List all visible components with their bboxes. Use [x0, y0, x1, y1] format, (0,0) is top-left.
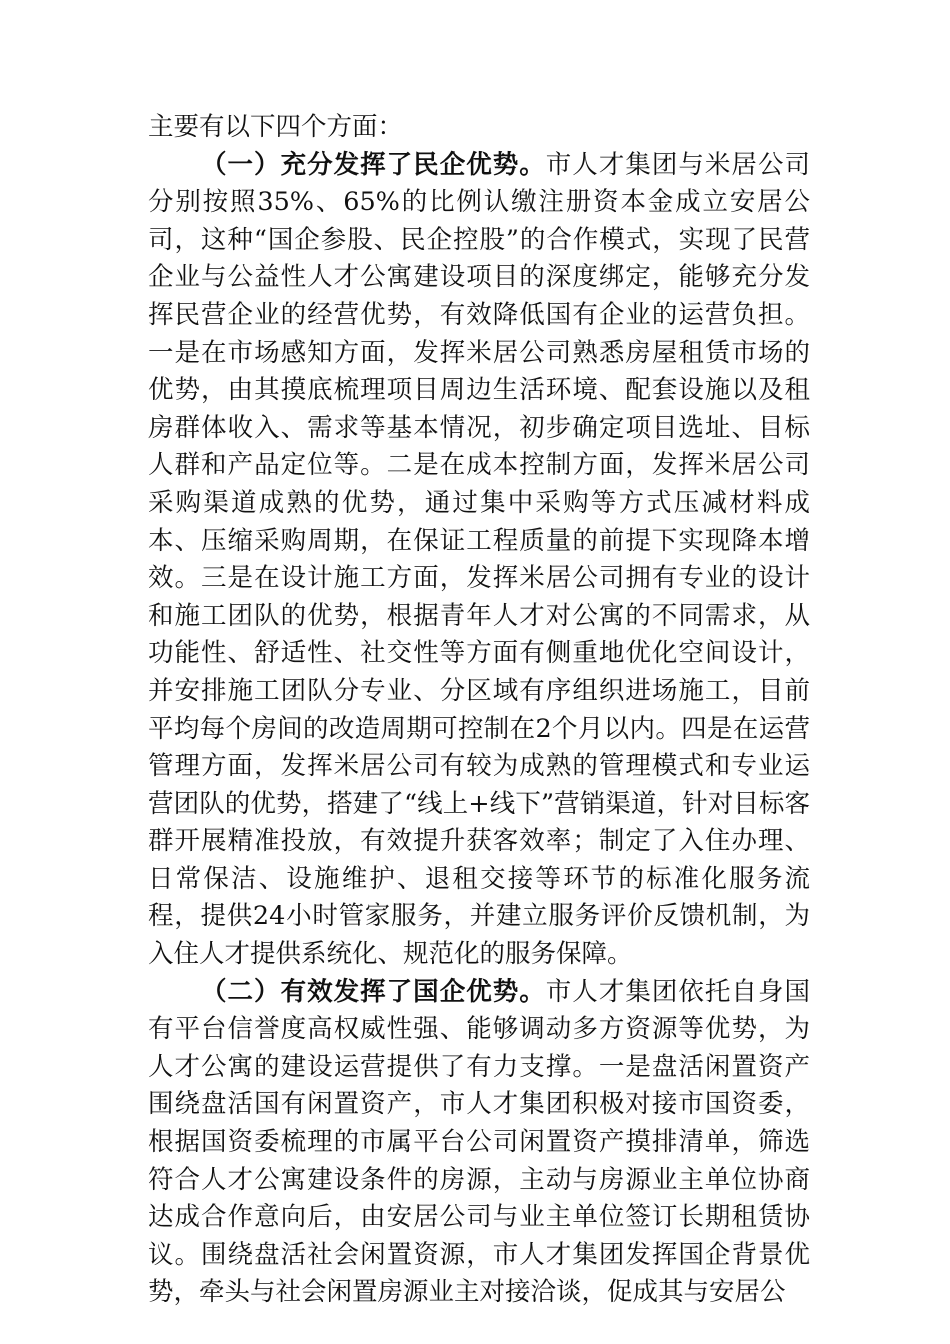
section-1-heading: （一）充分发挥了民企优势。: [201, 149, 546, 180]
section-2-body: 市人才集团依托自身国有平台信誉度高权威性强、能够调动多方资源等优势，为人才公寓的建设运营提供了有力支撑。一是盘活闲置资产围绕盘活国有闲置资产，市人才集团积极对接市国资委，根据国资委梳理的市属平台公司闲置资产摸排清单，筛选符合人才公寓建设条件的房源，主动与房源业主单位协商达成合作意向后，由安居公司与业主单位签订长期租赁协议。围绕盘活社会闲置资源，市人才集团发挥国企背景优势，牵头与社会闲置房源业主对接洽谈，促成其与安居公: [148, 976, 810, 1308]
section-1-body: 市人才集团与米居公司分别按照35%、65%的比例认缴注册资本金成立安居公司，这种“国企参股、民企控股”的合作模式，实现了民营企业与公益性人才公寓建设项目的深度绑定，能够充分发挥民营企业的经营优势，有效降低国有企业的运营负担。一是在市场感知方面，发挥米居公司熟悉房屋租赁市场的优势，由其摸底梳理项目周边生活环境、配套设施以及租房群体收入、需求等基本情况，初步确定项目选址、目标人群和产品定位等。二是在成本控制方面，发挥米居公司采购渠道成熟的优势，通过集中采购等方式压减材料成本、压缩采购周期，在保证工程质量的前提下实现降本增效。三是在设计施工方面，发挥米居公司拥有专业的设计和施工团队的优势，根据青年人才对公寓的不同需求，从功能性、舒适性、社交性等方面有侧重地优化空间设计，并安排施工团队分专业、分区域有序组织进场施工，目前平均每个房间的改造周期可控制在2个月以内。四是在运营管理方面，发挥米居公司有较为成熟的管理模式和专业运营团队的优势，搭建了“线上+线下”营销渠道，针对目标客群开展精准投放，有效提升获客效率；制定了入住办理、日常保洁、设施维护、退租交接等环节的标准化服务流程，提供24小时管家服务，并建立服务评价反馈机制，为入住人才提供系统化、规范化的服务保障。: [148, 149, 810, 970]
document-page: [148, 109, 810, 1312]
section-2-heading: （二）有效发挥了国企优势。: [201, 976, 546, 1007]
section-2-paragraph: [148, 974, 810, 1312]
section-1-paragraph: [148, 147, 810, 974]
intro-line: 主要有以下四个方面：: [148, 112, 404, 142]
